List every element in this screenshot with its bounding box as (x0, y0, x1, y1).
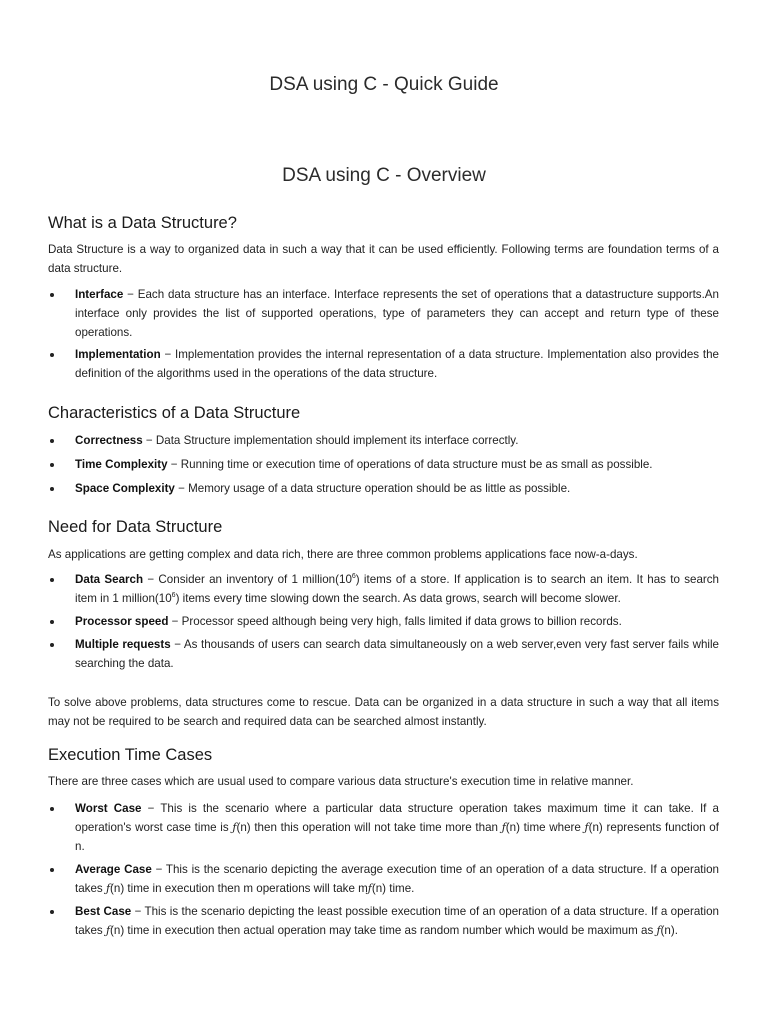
document-title: DSA using C - Quick Guide (269, 74, 499, 95)
bullet-icon (50, 643, 54, 647)
need-intro: As applications are getting complex and data rich, there are three common problems applications face now-a-days. (48, 548, 638, 561)
need-outro: To solve above problems, data structures come to rescue. Data can be organized in a data structure in such a way that all items may not be required to be search and required data can be searched almost instantly. (48, 696, 719, 728)
section-heading-what-is: What is a Data Structure? (48, 214, 237, 232)
list-item: Interface − Each data structure has an interface. Interface represents the set of operations that a datastructure supports.An interface only provides the list of supported operations, type of parameters they can accept and return type of these operations. (48, 285, 719, 342)
section-heading-execution: Execution Time Cases (48, 746, 213, 764)
execution-intro: There are three cases which are usual used to compare various data structure's execution time in relative manner. (48, 775, 634, 788)
list-item: Implementation − Implementation provides the internal representation of a data structure. Implementation also provides the definition of the algorithms used in the operations of the data structure. (48, 345, 719, 383)
section-heading-need: Need for Data Structure (48, 518, 223, 536)
need-list (48, 570, 719, 673)
list-item: Data Search − Consider an inventory of 1 $million(10^6)$ items of a store. If application is to search an item. It has to search item in 1 $million(10^6)$ items every time slowing down the search. As data grows, search will become slower. (48, 570, 719, 608)
list-item: Best Case − This is the scenario depicting the least possible execution time of an operation of a data structure. If a operation takes ƒ(n) time in execution then actual operation may take time as random number which would be maximum as ƒ(n). (48, 902, 719, 940)
bullet-icon (50, 868, 54, 872)
execution-list (48, 799, 719, 940)
list-item: Worst Case − This is the scenario where a particular data structure operation takes maximum time it can take. If a operation's worst case time is ƒ(n) then this operation will not take time more than ƒ(n) time where ƒ(n) represents function of n. (48, 799, 719, 856)
what-is-intro: Data Structure is a way to organized data in such a way that it can be used efficiently. Following terms are foundation terms of a data structure. (48, 243, 719, 275)
section-heading-characteristics: Characteristics of a Data Structure (48, 404, 301, 422)
overview-title: DSA using C - Overview (282, 165, 486, 186)
bullet-icon (50, 807, 54, 811)
list-item: Processor speed − Processor speed although being very high, falls limited if data grows to billion records. (48, 612, 719, 631)
what-is-list (48, 285, 719, 383)
list-item: Multiple requests − As thousands of users can search data simultaneously on a web server,even very fast server fails while searching the data. (48, 635, 719, 673)
bullet-icon (50, 578, 54, 582)
list-item: Time Complexity − Running time or execution time of operations of data structure must be as small as possible. (48, 455, 719, 474)
bullet-icon (50, 293, 54, 297)
list-item: Average Case − This is the scenario depicting the average execution time of an operation of a data structure. If a operation takes ƒ(n) time in execution then m operations will take mƒ(n) time. (48, 860, 719, 898)
characteristics-list (48, 431, 719, 498)
bullet-icon (50, 487, 54, 491)
bullet-icon (50, 620, 54, 624)
bullet-icon (50, 439, 54, 443)
bullet-icon (50, 353, 54, 357)
bullet-icon (50, 910, 54, 914)
bullet-icon (50, 463, 54, 467)
list-item: Space Complexity − Memory usage of a data structure operation should be as little as possible. (48, 479, 719, 498)
list-item: Correctness − Data Structure implementation should implement its interface correctly. (48, 431, 719, 450)
